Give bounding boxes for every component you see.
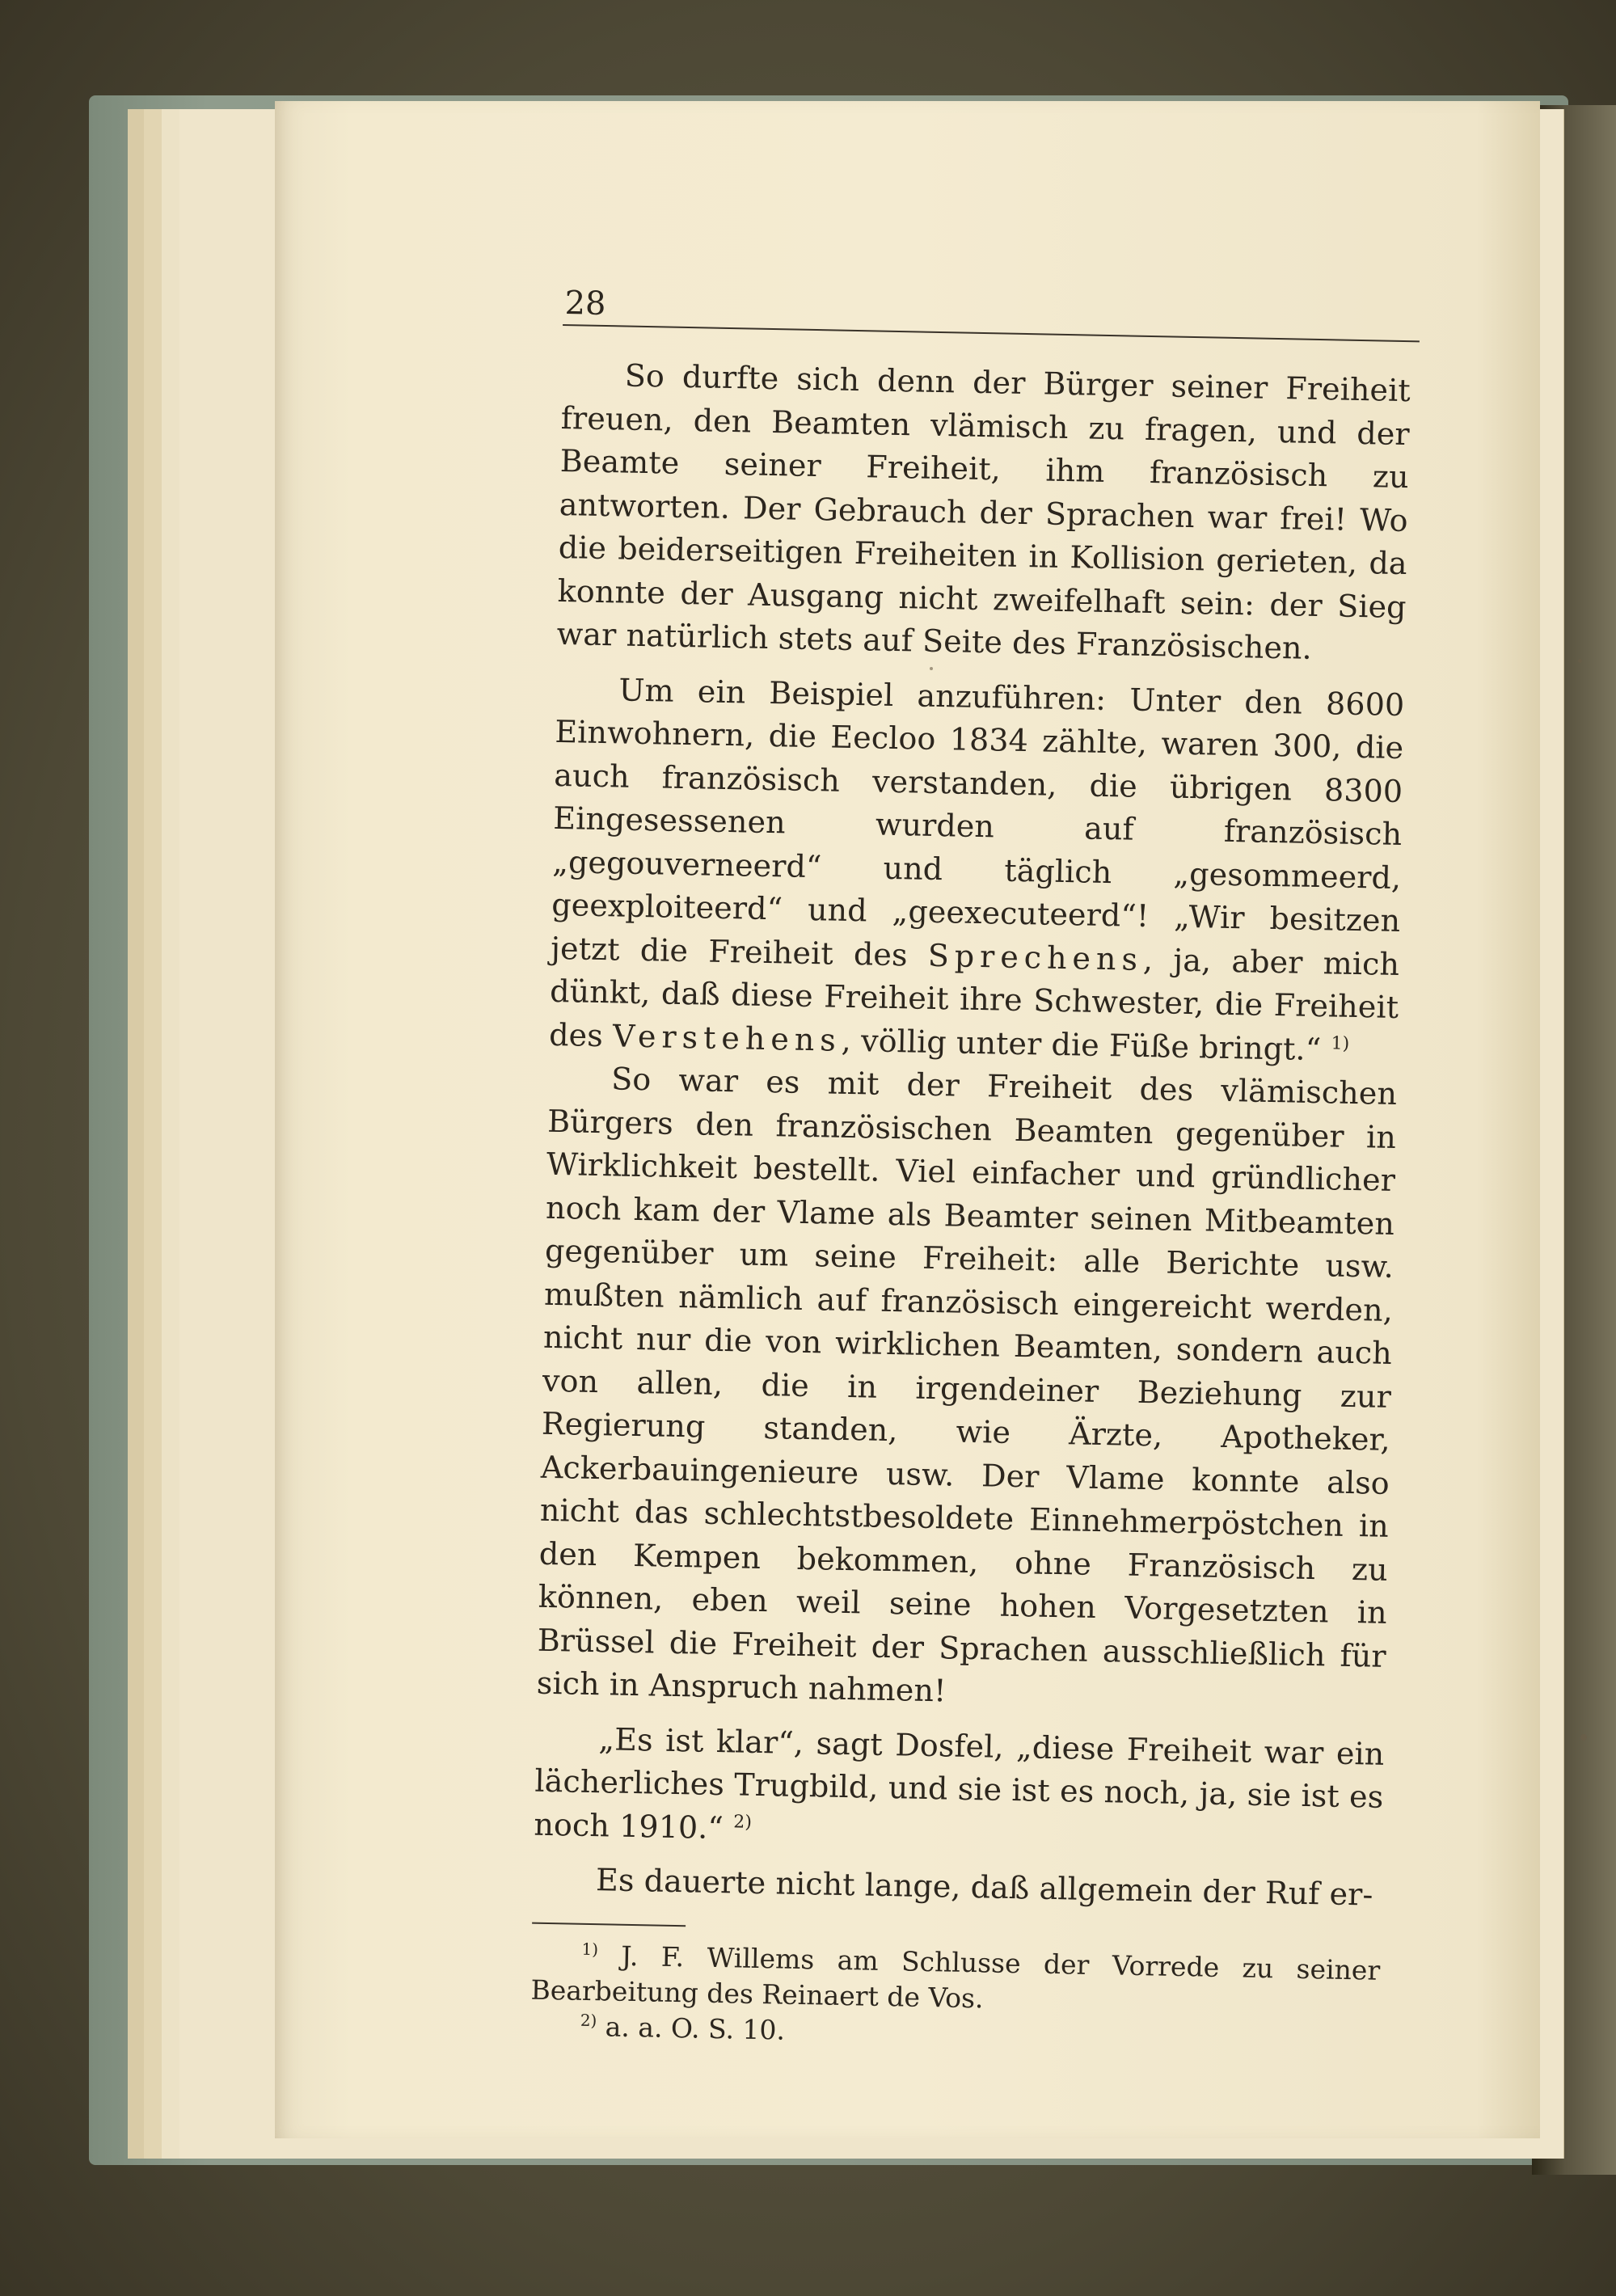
paper-speck (1580, 1734, 1587, 1741)
page-number: 28 (564, 285, 606, 323)
paper-speck (1578, 659, 1582, 663)
spaced-emphasis: Verstehens (612, 1017, 842, 1058)
paragraph-text: Es dauerte nicht lange, daß allgemein der Ruf er- (595, 1862, 1373, 1913)
footnote-text: a. a. O. S. 10. (605, 2010, 786, 2046)
footnote-reference: 1) (1331, 1032, 1350, 1054)
paragraph-text: Um ein Beispiel anzuführen: Unter den 8600 Einwohnern, die Eecloo 1834 zählte, waren 300, die auch französisch verstanden, die übrigen 8300 Eingesessenen wurden auf französisch „gegouverneerd“ und täglich „gesommeerd, geexploiteerd“ und „geexecuteerd“! „Wir besitzen jetzt die Freiheit des (550, 671, 1405, 973)
page-text-block (530, 287, 1412, 2059)
paragraph-text: , ja, aber mich dünkt, daß diese Freiheit ihre Schwester, die Freiheit des (548, 941, 1400, 1053)
paragraph-text: , völlig unter die Füße bringt.“ (841, 1022, 1322, 1067)
footnote-text: J. F. Willems am Schlusse der Vorrede zu seiner Bearbeitung des Reinaert de Vos. (530, 1939, 1381, 2014)
paragraph-5 (533, 1858, 1382, 1918)
paragraph-4 (534, 1716, 1385, 1863)
paragraph-text: So durfte sich denn der Bürger seiner Freiheit freuen, den Beamten vlämisch zu fragen, und der Beamte seiner Freiheit, ihm französisch zu antworten. Der Gebrauch der Sprachen war frei! Wo die beiderseitigen Freiheiten in Kollision gerieten, da konnte der Ausgang nicht zweifelhaft sein: der Sieg war natürlich stets auf Seite des Französischen. (556, 357, 1411, 666)
paragraph-text: So war es mit der Freiheit des vlämischen Bürgers den französischen Beamten gegenüber in Wirklichkeit bestellt. Viel einfacher und gründlicher noch kam der Vlame als Beamter seinen Mitbeamten gegenüber um seine Freiheit: alle Berichte usw. mußten nämlich auf französisch eingereicht werden, nicht nur die von wirklichen Beamten, sondern auch von allen, die in irgendeiner Beziehung zur Regierung standen, wie Ärzte, Apotheker, Ackerbauingenieure usw. Der Vlame konnte also nicht das schlechtstbesoldete Einnehmerpöstchen in den Kempen bekommen, ohne Französisch zu können, eben weil seine hohen Vorgesetzten in Brüssel die Freiheit der Sprachen ausschließlich für sich in Anspruch nahmen! (536, 1061, 1398, 1709)
paragraph-2 (549, 667, 1405, 1073)
footnote-reference: 2) (733, 1811, 753, 1833)
spaced-emphasis: Sprechens (927, 937, 1144, 977)
paragraph-1 (556, 353, 1411, 673)
paragraph-text: „Es ist klar“, sagt Dosfel, „diese Freiheit war ein lächerliches Trugbild, und sie ist es noch, ja, sie ist es noch 1910.“ (534, 1720, 1385, 1846)
paragraph-3 (536, 1057, 1397, 1722)
footnote-marker: 1) (581, 1939, 599, 1959)
footnote-rule (532, 1922, 686, 1927)
footnote-marker: 2) (580, 2010, 597, 2030)
